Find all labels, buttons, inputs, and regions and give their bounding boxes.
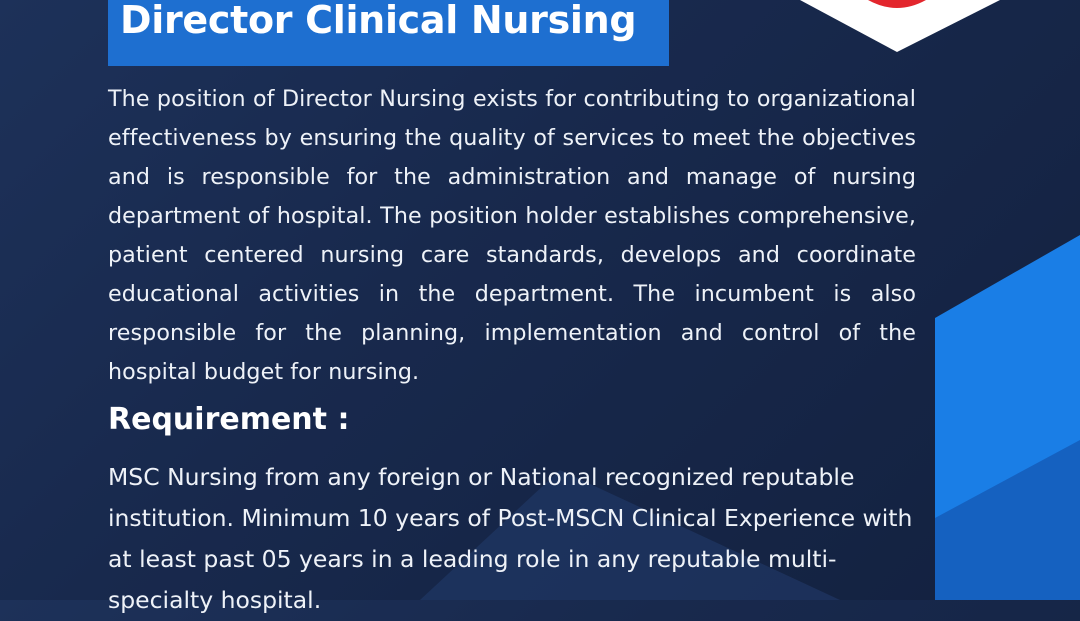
title-banner [108, 0, 669, 66]
position-description: The position of Director Nursing exists for contributing to organizational effectiveness by ensuring the quality of services to meet the objectives and is responsible for the administration and manage of nursing department of hospital. The position holder establishes comprehensive, patient centered nursing care standards, develops and coordinate educational activities in the department. The incumbent is also responsible for the planning, implementation and control of the hospital budget for nursing. [108, 86, 916, 385]
requirement-heading: Requirement : [108, 402, 350, 437]
requirement-text: MSC Nursing from any foreign or National recognized reputable institution. Minimum 10 years of Post-MSCN Clinical Experience with at least past 05 years in a leading role in any reputable multi- specialty hospital. [108, 463, 913, 614]
page-title: Director Clinical Nursing [120, 0, 637, 42]
